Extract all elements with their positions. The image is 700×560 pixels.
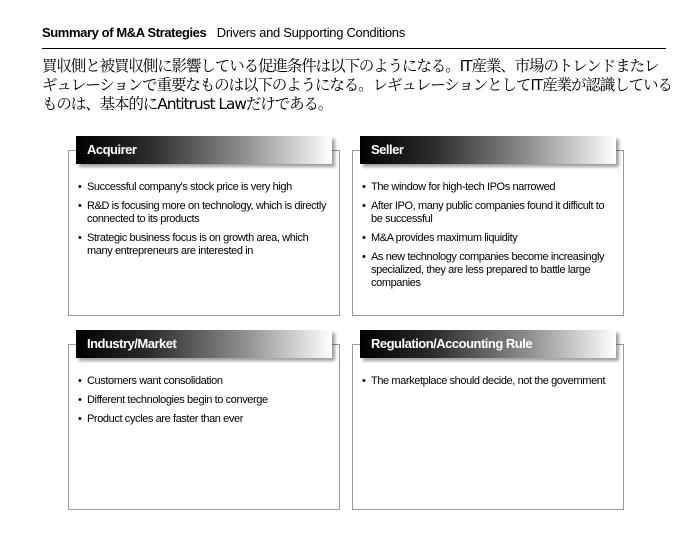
panel-header bbox=[360, 330, 616, 358]
slide-title: Summary of M&A Strategies bbox=[42, 25, 207, 40]
panel-header bbox=[360, 136, 616, 164]
bullet-list bbox=[78, 375, 332, 432]
bullet-item: • The window for high-tech IPOs narrowed bbox=[362, 181, 616, 194]
bullet-item: • After IPO, many public companies found it difficult to be successful bbox=[362, 200, 616, 226]
bullet-item: • Strategic business focus is on growth area, which many entrepreneurs are interested in bbox=[78, 232, 332, 258]
slide-header bbox=[42, 24, 666, 49]
panel-title: Seller bbox=[371, 142, 404, 157]
bullet-list bbox=[362, 181, 616, 296]
bullet-item: • Customers want consolidation bbox=[78, 375, 332, 388]
panel-header bbox=[76, 330, 332, 358]
bullet-item: • As new technology companies become increasingly specialized, they are less prepared to battle large companies bbox=[362, 251, 616, 290]
panel-title: Regulation/Accounting Rule bbox=[371, 336, 533, 351]
panel-title: Industry/Market bbox=[87, 336, 177, 351]
bullet-list bbox=[362, 375, 616, 394]
panel-header bbox=[76, 136, 332, 164]
bullet-item: • Product cycles are faster than ever bbox=[78, 413, 332, 426]
acquirer-panel bbox=[68, 136, 340, 316]
bullet-item: • Successful company's stock price is very high bbox=[78, 181, 332, 194]
bullet-list bbox=[78, 181, 332, 264]
bullet-item: • R&D is focusing more on technology, which is directly connected to its products bbox=[78, 200, 332, 226]
seller-panel bbox=[352, 136, 624, 316]
regulation-panel bbox=[352, 330, 624, 510]
bullet-item: • Different technologies begin to converge bbox=[78, 394, 332, 407]
panel-box bbox=[352, 344, 624, 510]
bullet-item: • M&A provides maximum liquidity bbox=[362, 232, 616, 245]
panel-title: Acquirer bbox=[87, 142, 137, 157]
bullet-item: • The marketplace should decide, not the government bbox=[362, 375, 616, 388]
slide-subtitle: Drivers and Supporting Conditions bbox=[216, 25, 405, 40]
industry-market-panel bbox=[68, 330, 340, 510]
intro-text: 買収側と被買収側に影響している促進条件は以下のようになる。IT産業、市場のトレンドまたレギュレーションで重要なものは以下のようになる。レギュレーションとしてIT産業が認識しているものは、基本的にAntitrust Lawだけである。 bbox=[42, 57, 672, 113]
